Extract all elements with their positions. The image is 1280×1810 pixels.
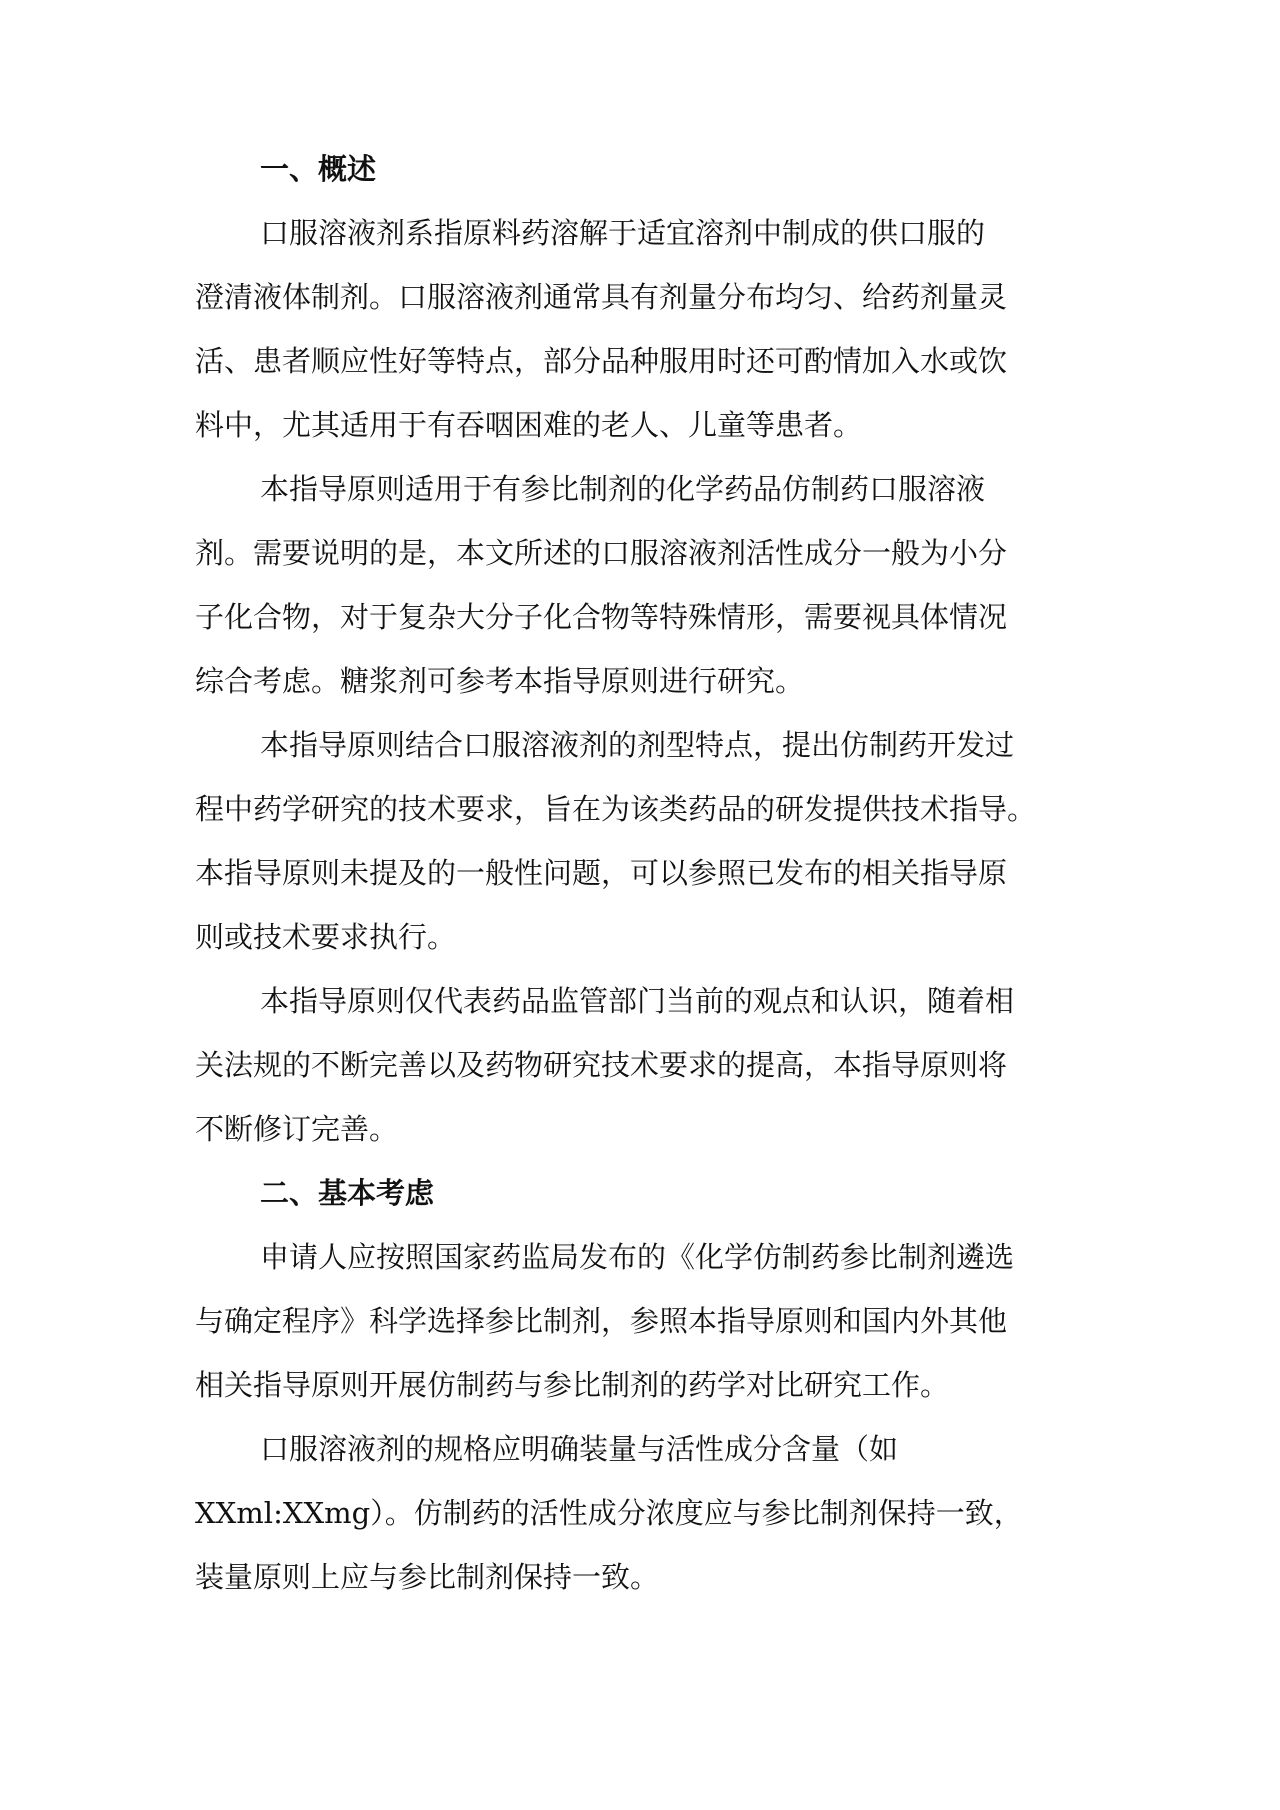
text-line: 口服溶液剂系指原料药溶解于适宜溶剂中制成的供口服的: [260, 216, 986, 250]
text-line: 与确定程序》科学选择参比制剂，参照本指导原则和国内外其他: [195, 1304, 1008, 1338]
text-line: 子化合物，对于复杂大分子化合物等特殊情形，需要视具体情况: [195, 600, 1008, 634]
paragraph-disclaimer: [195, 982, 1095, 1149]
document-body: [195, 150, 1095, 1622]
text-line: 本指导原则结合口服溶液剂的剂型特点，提出仿制药开发过: [260, 728, 1015, 762]
text-line: 本指导原则未提及的一般性问题，可以参照已发布的相关指导原: [195, 856, 1008, 890]
paragraph-reference-selection: [195, 1238, 1095, 1405]
section-heading-overview: 一、概述: [260, 152, 377, 186]
text-line: 口服溶液剂的规格应明确装量与活性成分含量（如: [260, 1432, 899, 1466]
paragraph-scope: [195, 470, 1095, 701]
text-line: 活、患者顺应性好等特点，部分品种服用时还可酌情加入水或饮: [195, 344, 1008, 378]
text-line: 本指导原则仅代表药品监管部门当前的观点和认识，随着相: [260, 984, 1015, 1018]
text-line: 程中药学研究的技术要求，旨在为该类药品的研发提供技术指导。: [195, 792, 1037, 826]
text-line: 装量原则上应与参比制剂保持一致。: [195, 1560, 660, 1594]
text-line: 关法规的不断完善以及药物研究技术要求的提高，本指导原则将: [195, 1048, 1008, 1082]
text-line: 申请人应按照国家药监局发布的《化学仿制药参比制剂遴选: [260, 1240, 1015, 1274]
paragraph-purpose: [195, 726, 1095, 957]
text-line: 不断修订完善。: [195, 1112, 399, 1146]
text-line: 综合考虑。糖浆剂可参考本指导原则进行研究。: [195, 664, 805, 698]
section-heading-basic-considerations: 二、基本考虑: [260, 1176, 435, 1210]
paragraph-definition: [195, 214, 1095, 445]
paragraph-specification: [195, 1430, 1095, 1597]
text-line: XXml:XXmg）。仿制药的活性成分浓度应与参比制剂保持一致，: [195, 1496, 1023, 1530]
text-line: 剂。需要说明的是，本文所述的口服溶液剂活性成分一般为小分: [195, 536, 1008, 570]
text-line: 相关指导原则开展仿制药与参比制剂的药学对比研究工作。: [195, 1368, 950, 1402]
text-line: 本指导原则适用于有参比制剂的化学药品仿制药口服溶液: [260, 472, 986, 506]
text-line: 料中，尤其适用于有吞咽困难的老人、儿童等患者。: [195, 408, 863, 442]
text-line: 澄清液体制剂。口服溶液剂通常具有剂量分布均匀、给药剂量灵: [195, 280, 1008, 314]
text-line: 则或技术要求执行。: [195, 920, 457, 954]
